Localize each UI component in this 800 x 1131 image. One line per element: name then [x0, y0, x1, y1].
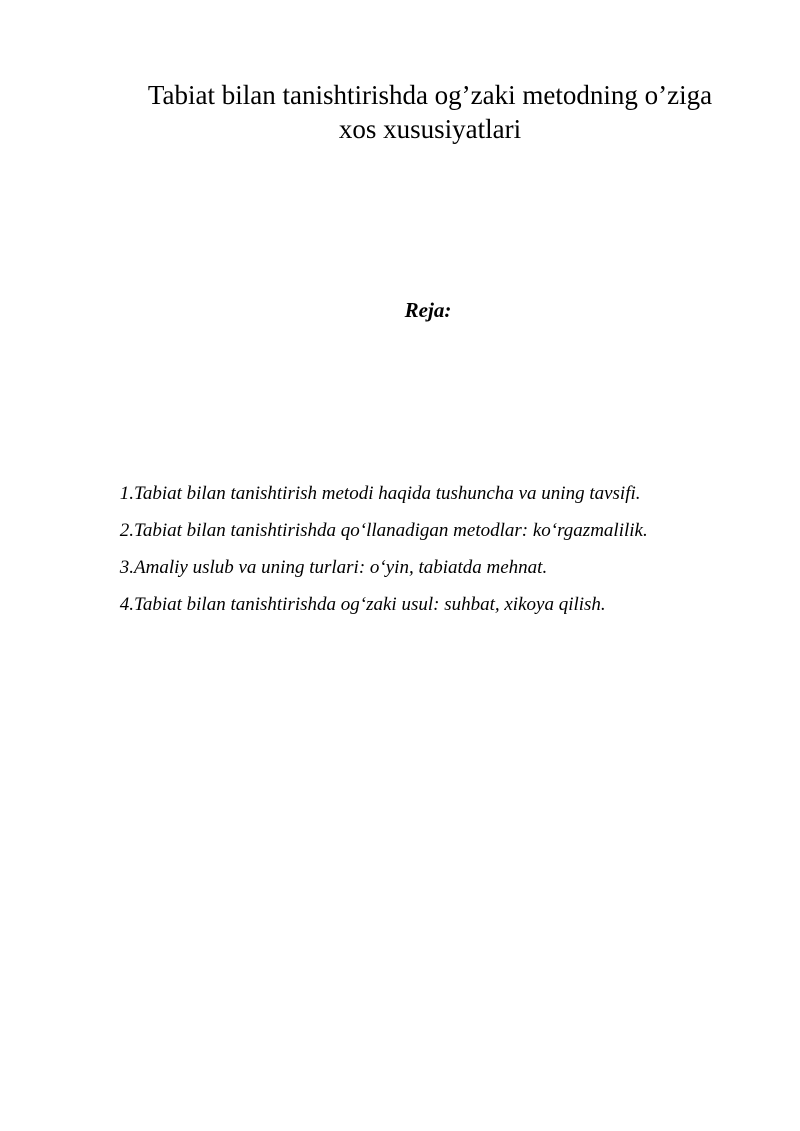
plan-item-text: Tabiat bilan tanishtirishda qo‘llanadigan metodlar: ko‘rgazmalilik. [134, 520, 648, 541]
document-title-line-2: xos xususiyatlari [338, 114, 522, 144]
plan-item-number: 1. [119, 483, 134, 504]
plan-item-text: Amaliy uslub va uning turlari: o‘yin, tabiatda mehnat. [134, 557, 548, 578]
plan-heading: Reja: [404, 298, 452, 322]
plan-item-number: 3. [119, 557, 134, 578]
plan-list-item [110, 554, 770, 591]
plan-item-number: 2. [119, 520, 134, 541]
plan-list [110, 480, 770, 628]
document-title-line-1: Tabiat bilan tanishtirishda og’zaki metodning o’ziga [147, 80, 713, 110]
document-title [110, 78, 750, 146]
plan-list-item [110, 517, 770, 554]
plan-item-text: Tabiat bilan tanishtirishda og‘zaki usul: suhbat, xikoya qilish. [134, 594, 606, 615]
plan-item-text: Tabiat bilan tanishtirish metodi haqida tushuncha va uning tavsifi. [134, 483, 641, 504]
plan-list-item [110, 480, 770, 517]
plan-list-item [110, 591, 770, 628]
plan-item-number: 4. [119, 594, 134, 615]
